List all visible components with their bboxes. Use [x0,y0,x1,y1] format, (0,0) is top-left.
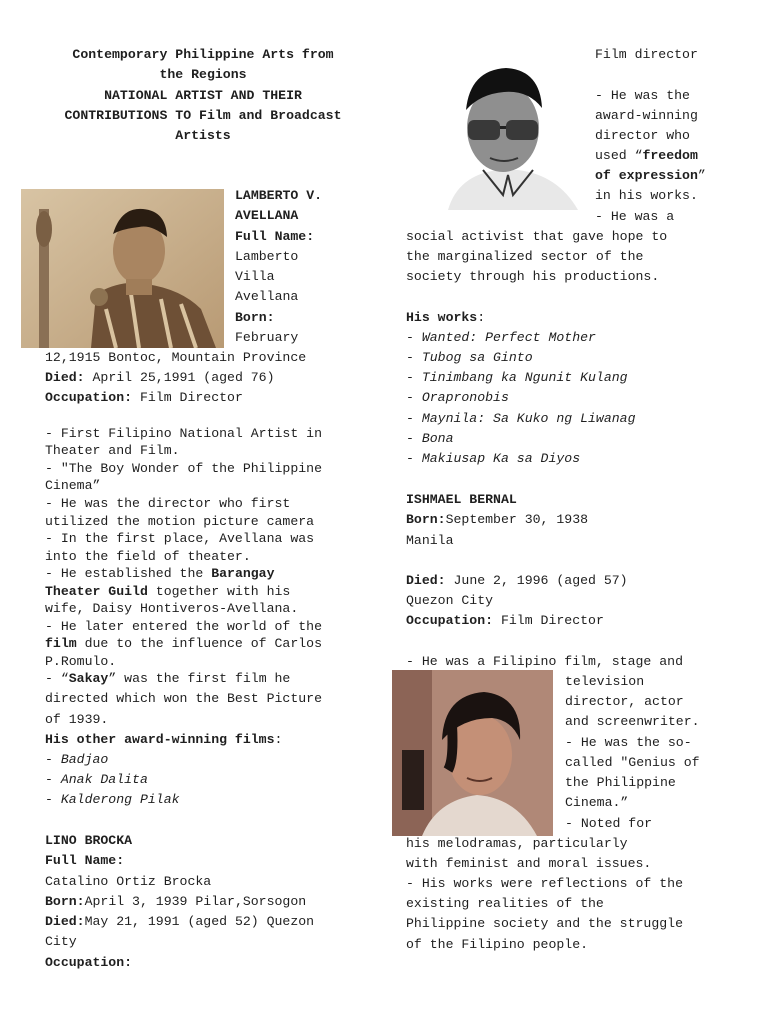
field-value: Film Director [132,390,243,405]
bullet-text: Cinema.” [565,795,629,810]
bullet-text: - "The Boy Wonder of the Philippine [45,461,322,476]
avellana-photo [21,189,224,348]
bullet-text: used “ [595,148,643,163]
field-value: Avellana [235,289,299,304]
bullet-text: - He was the [595,88,690,103]
field-value: Lamberto [235,249,299,264]
title-line: the Regions [159,67,247,83]
field-value: Manila [406,533,454,548]
field-value: April 3, 1939 Pilar,Sorsogon [84,894,307,909]
artist-name: AVELLANA [235,208,299,223]
bullet-text: - He was the so- [565,735,692,750]
bullet-text: director who [595,128,690,143]
field-value: Film director [595,47,698,62]
section-heading-colon: : [477,310,486,325]
title-line: NATIONAL ARTIST AND THEIR [104,87,302,103]
bullet-text: of the Filipino people. [406,937,589,952]
bold-term: Barangay [211,566,275,581]
bold-term: Sakay [68,671,109,686]
bullet-text: award-winning [595,108,698,123]
film-title: Bona [421,431,454,446]
bold-term: freedom [642,148,698,163]
bullet-text: social activist that gave hope to [406,229,668,244]
bullet-text: existing realities of the [406,896,604,911]
film-title: Badjao [60,752,109,767]
bernal-portrait-image [392,670,553,836]
field-label: Died: [45,914,85,929]
bullet-text: - First Filipino National Artist in [45,426,322,441]
bullet-text: the marginalized sector of the [406,249,644,264]
field-value: Quezon City [406,593,494,608]
bullet-text: - His works were reflections of the [406,876,683,891]
bullet-text: called "Genius of [565,755,700,770]
field-label: Occupation: [45,390,133,405]
brocka-portrait-image [428,50,588,210]
bullet-text: - Noted for [565,816,653,831]
field-value: Film Director [493,613,604,628]
bullet-text: ” [697,168,706,183]
field-value: City [45,934,77,949]
field-value: September 30, 1938 [445,512,589,527]
bullet-text: of 1939. [45,712,109,727]
bullet-text: society through his productions. [406,269,660,284]
field-label: Occupation: [45,955,133,970]
film-title: Anak Dalita [60,772,148,787]
section-heading: His works [406,310,478,325]
field-label: Died: [406,573,446,588]
bullet-text: together with his [147,584,291,599]
bullet-text: his melodramas, particularly [406,836,628,851]
bold-term: film [45,636,77,651]
film-title: Tubog sa Ginto [421,350,533,365]
bullet-text: with feminist and moral issues. [406,856,652,871]
film-title: Wanted: Perfect Mother [421,330,596,345]
bullet-text: ” was the first film he [108,671,291,686]
field-value: May 21, 1991 (aged 52) Quezon [84,914,315,929]
title-line: Artists [175,128,231,144]
title-line: CONTRIBUTIONS TO Film and Broadcast [64,107,342,123]
bullet-text: Cinema” [45,478,101,493]
bullet-text: Philippine society and the struggle [406,916,683,931]
bullet-text: due to the influence of Carlos [76,636,322,651]
field-label: Full Name: [235,229,315,244]
field-label: Born: [406,512,446,527]
section-heading-colon: : [274,732,283,747]
bold-term: Theater Guild [45,584,148,599]
bullet-text: - “ [45,671,69,686]
brocka-photo [428,50,588,210]
field-label: Born: [235,310,275,325]
field-value: Villa [235,269,275,284]
film-title: Kalderong Pilak [60,792,180,807]
bullet-text: - He later entered the world of the [45,619,322,634]
film-title: Maynila: Sa Kuko ng Liwanag [421,411,636,426]
bullet-text: utilized the motion picture camera [45,514,315,529]
bullet-text: - He was the director who first [45,496,291,511]
artist-name: ISHMAEL BERNAL [406,492,517,507]
bullet-text: P.Romulo. [45,654,117,669]
film-title: Orapronobis [421,390,509,405]
bullet-text: - In the first place, Avellana was [45,531,315,546]
field-label: Born: [45,894,85,909]
field-value: February [235,330,299,345]
field-value: June 2, 1996 (aged 57) [445,573,628,588]
bullet-text: television [565,674,645,689]
bullet-text: wife, Daisy Hontiveros-Avellana. [45,601,299,616]
bullet-text: - He was a Filipino film, stage and [406,654,683,669]
bullet-text: director, actor [565,694,684,709]
bernal-photo [392,670,553,836]
field-label: Full Name: [45,853,125,868]
artist-name: LINO BROCKA [45,833,133,848]
page-title [38,45,368,146]
title-line: Contemporary Philippine Arts from [72,47,334,62]
bullet-text: and screenwriter. [565,714,700,729]
bullet-text: into the field of theater. [45,549,251,564]
film-title: Makiusap Ka sa Diyos [421,451,581,466]
bullet-text: directed which won the Best Picture [45,691,322,706]
bullet-text: - He established the [45,566,212,581]
field-value: 12,1915 Bontoc, Mountain Province [45,350,307,365]
bullet-text: Theater and Film. [45,443,180,458]
bullet-text: in his works. [595,188,698,203]
bullet-text: the Philippine [565,775,676,790]
section-heading: His other award-winning films [45,732,275,747]
bold-term: of expression [595,168,698,183]
artist-name: LAMBERTO V. [235,188,323,203]
field-value: Catalino Ortiz Brocka [45,874,212,889]
field-label: Died: [45,370,85,385]
bullet-text: - He was a [595,209,675,224]
avellana-portrait-image [21,189,224,348]
field-label: Occupation: [406,613,494,628]
field-value: April 25,1991 (aged 76) [84,370,275,385]
film-title: Tinimbang ka Ngunit Kulang [421,370,628,385]
